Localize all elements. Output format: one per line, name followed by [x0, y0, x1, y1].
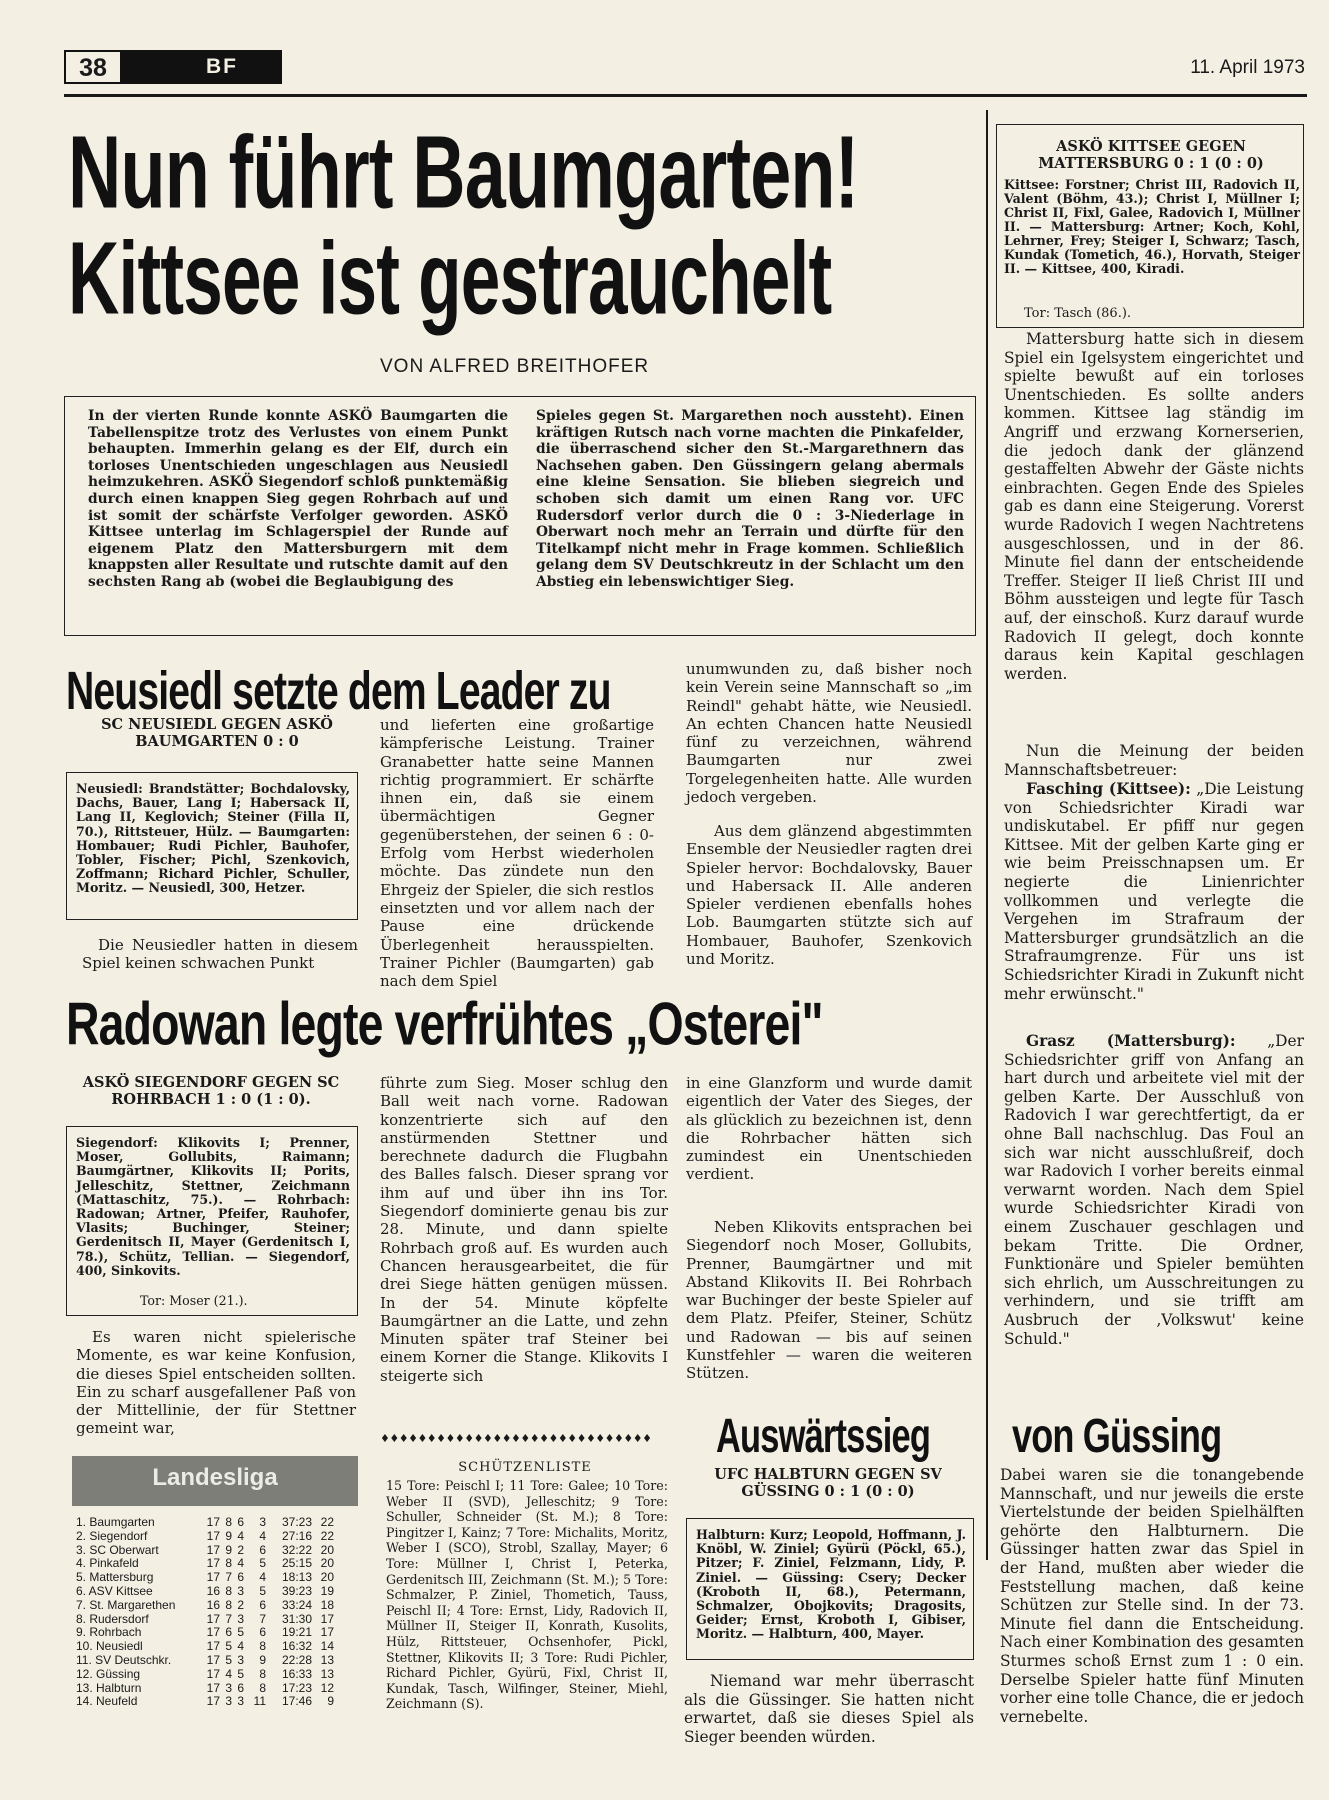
table-cell: 4 — [225, 1666, 232, 1681]
table-cell: 3 — [225, 1694, 232, 1709]
table-cell: 25:15 — [281, 1556, 312, 1571]
table-cell: 17:46 — [281, 1694, 312, 1709]
table-cell: 20 — [320, 1556, 334, 1571]
section-tag — [122, 50, 282, 84]
neusiedl-headline: Neusiedl setzte dem Leader zu — [66, 660, 611, 721]
table-cell: 9. Rohrbach — [76, 1625, 142, 1640]
table-cell: 17 — [206, 1666, 220, 1681]
issue-date: 11. April 1973 — [1190, 57, 1305, 78]
table-cell: 8 — [225, 1515, 232, 1529]
neusiedl-col-1: Die Neusiedler hatten in diesem Spiel keinen schwachen Punkt — [82, 936, 358, 973]
table-cell: 17 — [206, 1694, 220, 1709]
guessing-headline-1: Auswärtssieg — [716, 1408, 931, 1463]
scorer-list: 15 Tore: Peischl I; 11 Tore: Galee; 10 Tore: Weber II (SVD), Jelleschitz; 9 Tore: Schuller, Schneider (St. M.); 8 Tore: Pingitzer I, Kainz; 7 Tore: Michalits, Moritz, Weber I (SCO), Strobl, Szallay, Mayer; 6 Tore: Müllner I, Christ I, Peterka, Gerdenitsch III, Zeichmann (St. M.); 5 Tore: Schmalzer, P. Ziniel, Thometich, Tauss, Peischl II; 4 Tore: Ernst, Lidy, Radovich II, Müllner II, Steiger II, Konrath, Kusolits, Hülz, Rittsteuer, Ochsenhofer, Pickl, Stettner, Klikovits II; 3 Tore: Rudi Pichler, Richard Pichler, Gyürü, Fixl, Christ II, Kundak, Tasch, Wilfinger, Steiner, Miehl, Zeichmann (S). — [386, 1478, 668, 1712]
table-cell: 5 — [259, 1556, 266, 1571]
table-cell: 20 — [320, 1542, 334, 1557]
headline-line-2: Kittsee ist gestrauchelt — [68, 222, 832, 337]
intro-left: In der vierten Runde konnte ASKÖ Baumgarten die Tabellenspitze trotz des Verlustes von einem Punkt behaupten. Immerhin gelang es der Elf, durch ein torloses Unentschieden ungeschlagen aus Neusiedl heimzukehren. ASKÖ Siegendorf schloß punktemäßig durch einen knappen Sieg gegen Rohrbach auf und ist somit der schärfste Verfolger geworden. ASKÖ Kittsee unterlag im Schlagerspiel der Runde auf eigenem Platz den Mattersburgern mit dem knappsten aller Resultate und rutschte damit auf den sechsten Rang ab (wobei die Beglaubigung des — [88, 408, 508, 590]
table-cell: 4. Pinkafeld — [76, 1556, 139, 1571]
table-cell: 17 — [206, 1652, 220, 1667]
table-row — [76, 1668, 362, 1682]
table-cell: 39:23 — [281, 1583, 312, 1598]
kittsee-text-2: Nun die Meinung der beiden Mannschaftsbetreuer: — [1004, 742, 1304, 779]
table-row — [76, 1654, 362, 1668]
neusiedl-col-3b: Aus dem glänzend abgestimmten Ensemble der Neusiedler ragten drei Spieler hervor: Bochdalovsky, Bauer und Habersack II. Alle anderen Spieler verdienen ebenfalls hohes Lob. Baumgarten stützte sich auf Hombauer, Bauhofer, Szenkovich und Moritz. — [686, 822, 972, 969]
byline: VON ALFRED BREITHOFER — [380, 356, 650, 377]
table-cell: 8. Rudersdorf — [76, 1611, 149, 1626]
table-cell: 9 — [259, 1652, 266, 1667]
table-cell: 17 — [206, 1639, 220, 1654]
table-cell: 6 — [259, 1625, 266, 1640]
quote-1-text: „Die Leistung von Schiedsrichter Kiradi war undiskutabel. Er pfiff nur gegen Kittsee. Mit der gelben Karte ging er wie beim Preisschnapsen um. Er negierte die Linienrichter vollkommen und verlegte die Vergehen im Strafraum der Mattersburger grundsätzlich an die Strafraumgrenze. Für uns ist Schiedsrichter Kiradi in Zukunft nicht mehr erwünscht." — [1004, 780, 1305, 1003]
table-cell: 9 — [327, 1694, 334, 1709]
table-cell: 3 — [237, 1652, 244, 1667]
siegendorf-col-3b: Neben Klikovits entsprachen bei Siegendorf noch Moser, Gollubits, Prenner, Baumgärtner und mit Abstand Klikovits II. Bei Rohrbach war Buchinger der beste Spieler auf dem Platz. Pfeifer, Steiner, Schütz und Radowan — bis auf seinen Kunstfehler — waren die weiteren Stützen. — [686, 1218, 972, 1383]
table-cell: 18:13 — [281, 1570, 312, 1585]
table-cell: 8 — [225, 1583, 232, 1598]
table-cell: 1. Baumgarten — [76, 1515, 155, 1529]
table-cell: 31:30 — [281, 1611, 312, 1626]
table-cell: 16:33 — [281, 1666, 312, 1681]
table-cell: 3 — [237, 1694, 244, 1709]
table-cell: 17:23 — [281, 1680, 312, 1695]
table-row — [76, 1613, 362, 1627]
table-cell: 17 — [206, 1515, 220, 1529]
table-cell: 5 — [225, 1639, 232, 1654]
table-cell: 4 — [237, 1528, 244, 1543]
guessing-headline-2: von Güssing — [1012, 1408, 1222, 1463]
table-cell: 12 — [320, 1680, 334, 1695]
table-cell: 17 — [206, 1625, 220, 1640]
table-cell: 7 — [225, 1570, 232, 1585]
table-cell: 7 — [225, 1611, 232, 1626]
table-row — [76, 1682, 362, 1696]
table-cell: 3 — [237, 1611, 244, 1626]
table-cell: 8 — [259, 1666, 266, 1681]
table-cell: 2 — [237, 1597, 244, 1612]
table-cell: 17 — [320, 1611, 334, 1626]
table-cell: 33:24 — [281, 1597, 312, 1612]
landesliga-table — [76, 1516, 362, 1709]
table-cell: 7. St. Margarethen — [76, 1597, 176, 1612]
table-row — [76, 1599, 362, 1613]
table-cell: 10. Neusiedl — [76, 1639, 143, 1654]
table-cell: 20 — [320, 1570, 334, 1585]
table-cell: 37:23 — [281, 1515, 312, 1529]
table-cell: 6 — [259, 1597, 266, 1612]
siegendorf-col-3a: in eine Glanzform und wurde damit eigentlich der Vater des Sieges, der als glücklich zu bezeichnen ist, denn die Rohrbacher hätten sich zumindest ein Unentschieden verdient. — [686, 1074, 972, 1184]
guessing-col-2: Dabei waren sie die tonangebende Mannschaft, und nur jeweils die erste Viertelstunde der beiden Spielhälften gehörte den Halbturnern. Die Güssinger hatten zwar das Spiel in der Hand, mußten aber wieder die Feststellung machen, daß keine Schützen zur Stelle sind. In der 73. Minute fiel dann die Entscheidung. Nach einer Kombination des gesamten Sturmes schoß Ernst zum 1 : 0 ein. Derselbe Spieler hatte fünf Minuten vorher eine tolle Chance, die er jedoch vernebelte. — [1000, 1466, 1304, 1726]
scorer-list-title: SCHÜTZENLISTE — [458, 1460, 592, 1475]
table-row — [76, 1640, 362, 1654]
guessing-lineup: Halbturn: Kurz; Leopold, Hoffmann, J. Knöbl, W. Ziniel; Gyürü (Pöckl, 65.), Pitzer; F. Ziniel, Felzmann, Lidy, P. Ziniel. — Güssing: Csery; Decker (Kroboth II, 68.), Petermann, Schmalzer, Obojkovits; Dragosits, Geider; Ernst, Kroboth I, Gibiser, Moritz. — Halbturn, 400, Mayer. — [696, 1527, 966, 1642]
table-cell: 17 — [206, 1542, 220, 1557]
table-cell: 22:28 — [281, 1652, 312, 1667]
table-cell: 4 — [259, 1528, 266, 1543]
table-row — [76, 1557, 362, 1571]
table-cell: 9 — [225, 1528, 232, 1543]
kittsee-quote-2 — [1004, 1032, 1304, 1348]
guessing-subhead: UFC HALBTURN GEGEN SV GÜSSING 0 : 1 (0 : 0) — [714, 1466, 942, 1500]
table-cell: 17 — [206, 1556, 220, 1571]
table-cell: 14. Neufeld — [76, 1694, 138, 1709]
neusiedl-subhead: SC NEUSIEDL GEGEN ASKÖ BAUMGARTEN 0 : 0 — [101, 716, 333, 750]
table-cell: 22 — [320, 1515, 334, 1529]
table-cell: 17 — [206, 1611, 220, 1626]
table-cell: 6 — [237, 1680, 244, 1695]
table-row — [76, 1626, 362, 1640]
table-cell: 18 — [320, 1597, 334, 1612]
table-cell: 6 — [237, 1570, 244, 1585]
headline-line-1: Nun führt Baumgarten! — [68, 116, 859, 231]
table-cell: 6 — [259, 1542, 266, 1557]
table-cell: 5. Mattersburg — [76, 1570, 154, 1585]
intro-right: Spieles gegen St. Margarethen noch aussteht). Einen kräftigen Rutsch nach vorne machten die Pinkafelder, die überraschend sicher den St.-Margarethnern das Nachsehen gaben. Den Güssingern gelang abermals eine kleine Sensation. Sie blieben siegreich und schoben sich damit um einen Rang vor. UFC Rudersdorf verlor durch die 0 : 3-Niederlage in Oberwart noch mehr an Terrain und dürfte für den Titelkampf nicht mehr in Frage kommen. Schließlich gelang dem SV Deutschkreutz in der Schlacht um den Abstieg ein lebenswichtiger Sieg. — [536, 408, 964, 590]
table-cell: 8 — [225, 1597, 232, 1612]
table-cell: 27:16 — [281, 1528, 312, 1543]
table-cell: 8 — [259, 1680, 266, 1695]
table-cell: 13. Halbturn — [76, 1680, 142, 1695]
quote-2-text: „Der Schiedsrichter griff von Anfang an hart durch und arbeitete viel mit der gelben Karte. Der Ausschluß von Radovich I war gerechtfertigt, da er ohne Ball nachschlug. Das Foul an sich war nicht ausschlußreif, doch war Radovich I vorher bereits einmal verwarnt worden. Nach dem Spiel wurde Schiedsrichter Kiradi von einem Zuschauer geschlagen und bekam Tritte. Die Ordner, Funktionäre und Spieler bemühten sich ehrlich, um Ausschreitungen zu verhindern, und sie trifft am Ausbruch der ‚Volkswut' keine Schuld." — [1004, 1032, 1304, 1348]
section-label: BF — [206, 55, 238, 78]
table-cell: 6 — [237, 1515, 244, 1529]
table-row — [76, 1585, 362, 1599]
table-row — [76, 1571, 362, 1585]
table-cell: 3 — [225, 1680, 232, 1695]
table-cell: 6 — [225, 1625, 232, 1640]
kittsee-goal: Tor: Tasch (86.). — [1024, 306, 1132, 321]
guessing-col-1: Niemand war mehr überrascht als die Güssinger. Sie hatten nicht erwartet, daß sie dieses Spiel als Sieger beenden würden. — [684, 1672, 974, 1746]
table-cell: 16 — [206, 1583, 220, 1598]
table-cell: 4 — [259, 1570, 266, 1585]
table-cell: 5 — [237, 1666, 244, 1681]
scorer-divider-stars: ♦♦♦♦♦♦♦♦♦♦♦♦♦♦♦♦♦♦♦♦♦♦♦♦♦♦♦♦♦ — [380, 1432, 652, 1445]
table-cell: 5 — [259, 1583, 266, 1598]
siegendorf-col-2: führte zum Sieg. Moser schlug den Ball weit nach vorne. Radowan konzentrierte sich auf den anstürmenden Stettner und berechnete dadurch die Flugbahn des Balles falsch. Dieser sprang vor ihm auf und über ihn ins Tor. Siegendorf dominierte genau bis zur 28. Minute, und dann spielte Rohrbach groß auf. Es wurden auch Chancen herausgearbeitet, die für drei Siege hätten genügen müssen. In der 54. Minute köpfelte Baumgärtner an die Latte, und zehn Minuten später traf Steiner bei einem Korner die Stange. Klikovits I steigerte sich — [380, 1074, 668, 1385]
table-cell: 5 — [237, 1625, 244, 1640]
table-cell: 13 — [320, 1666, 334, 1681]
siegendorf-goal: Tor: Moser (21.). — [140, 1293, 248, 1308]
table-cell: 8 — [225, 1556, 232, 1571]
table-cell: 19:21 — [281, 1625, 312, 1640]
table-cell: 4 — [237, 1639, 244, 1654]
table-cell: 11 — [253, 1694, 266, 1709]
page-number: 38 — [79, 54, 107, 82]
table-cell: 2. Siegendorf — [76, 1528, 148, 1543]
kittsee-quote-1 — [1004, 780, 1304, 1003]
siegendorf-subhead: ASKÖ SIEGENDORF GEGEN SC ROHRBACH 1 : 0 (1 : 0). — [82, 1074, 340, 1108]
table-row — [76, 1530, 362, 1544]
table-cell: 12. Güssing — [76, 1666, 141, 1681]
neusiedl-lineup: Neusiedl: Brandstätter; Bochdalovsky, Dachs, Bauer, Lang I; Habersack II, Lang II, Keglovich; Steiner (Filla II, 70.), Rittsteuer, Hülz. — Baumgarten: Hombauer; Rudi Pichler, Bauhofer, Tobler, Fischer; Pichl, Szenkovich, Zoffmann; Richard Pichler, Schuller, Moritz. — Neusiedl, 300, Hetzer. — [76, 781, 350, 896]
table-cell: 19 — [320, 1583, 334, 1598]
table-cell: 6. ASV Kittsee — [76, 1583, 153, 1598]
table-row — [76, 1695, 362, 1709]
table-cell: 9 — [225, 1542, 232, 1557]
table-cell: 14 — [320, 1639, 334, 1654]
table-cell: 3 — [259, 1515, 266, 1529]
table-cell: 7 — [259, 1611, 266, 1626]
table-cell: 3. SC Oberwart — [76, 1542, 159, 1557]
table-cell: 22 — [320, 1528, 334, 1543]
table-cell: 13 — [320, 1652, 334, 1667]
header-rule — [64, 94, 1307, 97]
siegendorf-lineup: Siegendorf: Klikovits I; Prenner, Moser, Gollubits, Raimann; Baumgärtner, Klikovits II; Porits, Jelleschitz, Stettner, Zeichmann (Mattaschitz, 75.). — Rohrbach: Radowan; Artner, Pfeifer, Rauhofer, Vlasits; Buchinger, Steiner; Gerdenitsch II, Mayer (Gerdenitsch I, 78.), Schütz, Tellian. — Siegendorf, 400, Sinkovits. — [76, 1135, 350, 1278]
neusiedl-col-3a: unumwunden zu, daß bisher noch kein Verein seine Mannschaft so „im Reindl" gehabt hätte, wie Neusiedl. An echten Chancen hatte Neusiedl fünf zu verzeichnen, während Baumgarten nur zwei Torgelegenheiten hatte. Alle wurden jedoch vergeben. — [686, 660, 972, 807]
table-cell: 17 — [206, 1680, 220, 1695]
neusiedl-col-2: und lieferten eine großartige kämpferische Leistung. Trainer Granabetter hatte seine Mannen richtig programmiert. Er schärfte ihnen ein, daß sie einem übermächtigen Gegner gegenüberstehen, der seinen 6 : 0-Erfolg vom Herbst wiederholen möchte. Das zündete nun den Ehrgeiz der Spieler, die sich restlos einsetzten und vor allem nach der Pause eine drückende Überlegenheit herausspielten. Trainer Pichler (Baumgarten) gab nach dem Spiel — [380, 716, 654, 991]
table-row — [76, 1544, 362, 1558]
kittsee-title: ASKÖ KITTSEE GEGEN MATTERSBURG 0 : 1 (0 : 0) — [1038, 138, 1264, 172]
right-column-divider — [986, 110, 988, 1560]
table-cell: 32:22 — [281, 1542, 312, 1557]
table-cell: 3 — [237, 1583, 244, 1598]
table-row — [76, 1516, 362, 1530]
table-cell: 11. SV Deutschkr. — [76, 1652, 172, 1667]
table-cell: 2 — [237, 1542, 244, 1557]
table-cell: 17 — [320, 1625, 334, 1640]
table-cell: 8 — [259, 1639, 266, 1654]
table-cell: 4 — [237, 1556, 244, 1571]
table-cell: 5 — [225, 1652, 232, 1667]
table-cell: 17 — [206, 1528, 220, 1543]
siegendorf-col-1: Es waren nicht spielerische Momente, es war keine Konfusion, die dieses Spiel entscheiden sollten. Ein zu scharf ausgefallener Paß von der Mittellinie, der für Stettner gemeint war, — [76, 1328, 356, 1438]
kittsee-text-1: Mattersburg hatte sich in diesem Spiel ein Igelsystem eingerichtet und spielte bewußt auf ein torloses Unentschieden. Es sollte anders kommen. Kittsee lag ständig im Angriff und erzwang Kornerserien, die jedoch dank der glänzend gestaffelten Abwehr der Gäste nichts einbrachten. Gegen Ende des Spieles gab es dann eine Steigerung. Vorerst wurde Radovich I wegen Nachtretens ausgeschlossen, und in der 86. Minute fiel dann der entscheidende Treffer. Steiger II ließ Christ III und Böhm aussteigen und legte für Tasch auf, der einschoß. Kurz darauf wurde Radovich II gelegt, doch konnte daraus kein Kapital geschlagen werden. — [1004, 330, 1304, 683]
table-cell: 17 — [206, 1570, 220, 1585]
quote-1-speaker: Fasching (Kittsee): — [1026, 780, 1191, 798]
page-number-box — [64, 50, 122, 84]
table-cell: 16:32 — [281, 1639, 312, 1654]
landesliga-title: Landesliga — [152, 1464, 278, 1491]
table-cell: 16 — [206, 1597, 220, 1612]
kittsee-lineup: Kittsee: Forstner; Christ III, Radovich II, Valent (Böhm, 43.); Christ I, Müllner I; Christ II, Fixl, Galee, Radovich I, Müllner II. — Mattersburg: Artner; Koch, Kohl, Lehrner, Frey; Steiger I, Schwarz; Tasch, Kundak (Tometich, 46.), Horvath, Steiger II. — Kittsee, 400, Kiradi. — [1004, 177, 1300, 276]
siegendorf-headline: Radowan legte verfrühtes „Osterei" — [66, 990, 823, 1058]
quote-2-speaker: Grasz (Mattersburg): — [1026, 1032, 1236, 1050]
